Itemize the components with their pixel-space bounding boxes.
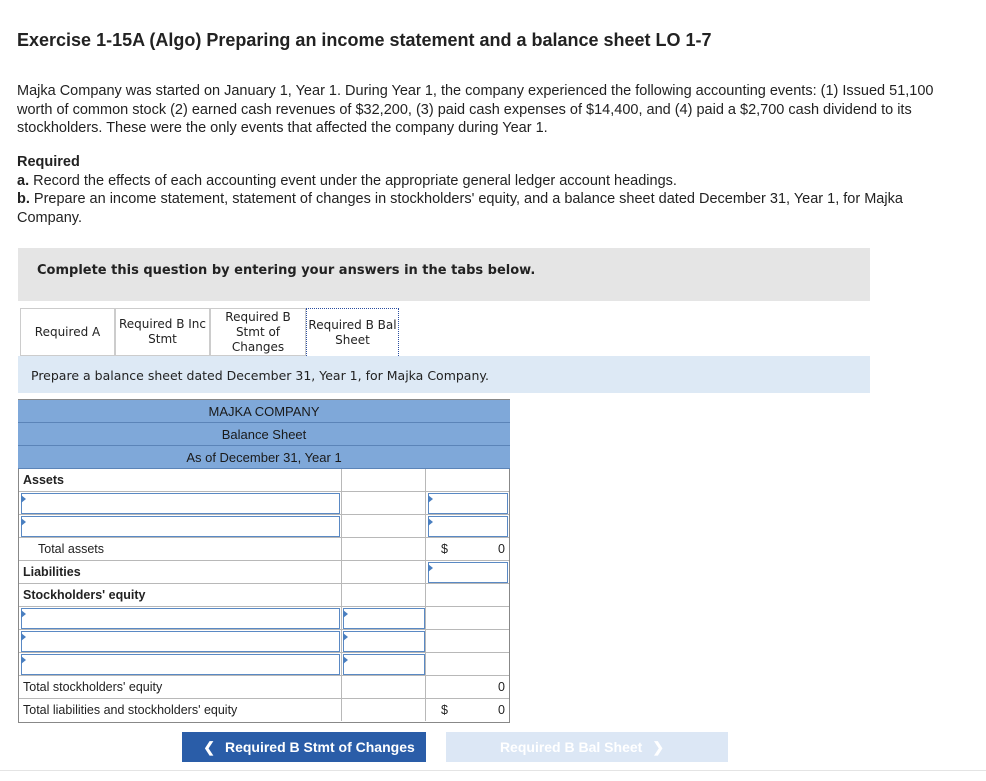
balance-sheet-table — [18, 399, 510, 723]
total-liab-equity-row — [19, 699, 509, 722]
instruction-text: Complete this question by entering your answers in the tabs below. — [37, 263, 536, 278]
asset-amount-input[interactable] — [428, 493, 508, 514]
liabilities-row — [19, 561, 509, 584]
page-title: Exercise 1-15A (Algo) Preparing an income statement and a balance sheet LO 1-7 — [17, 30, 712, 50]
tab-instruction-text: Prepare a balance sheet dated December 31, Year 1, for Majka Company. — [31, 368, 489, 383]
tab-required-a[interactable]: Required A — [20, 308, 115, 356]
company-name: MAJKA COMPANY — [18, 400, 510, 423]
liabilities-label: Liabilities — [23, 565, 81, 579]
asset-row — [19, 492, 509, 515]
tab-required-b-inc-stmt[interactable]: Required B Inc Stmt — [115, 308, 210, 356]
asset-row — [19, 515, 509, 538]
instruction-box — [18, 248, 870, 301]
equity-amount-input[interactable] — [343, 631, 425, 652]
required-b: b. Prepare an income statement, statement of changes in stockholders' equity, and a balance sheet dated December 31, Year 1, for Majka Company. — [17, 191, 903, 226]
asset-amount-input[interactable] — [428, 516, 508, 537]
total-assets-row — [19, 538, 509, 561]
required-heading: Required — [17, 154, 80, 170]
equity-amount-input[interactable] — [343, 608, 425, 629]
required-section — [17, 153, 967, 227]
next-tab-button[interactable]: Required B Bal Sheet ❯ — [446, 732, 728, 762]
total-assets-label: Total assets — [38, 542, 105, 556]
equity-row — [19, 630, 509, 653]
statement-name: Balance Sheet — [18, 423, 510, 446]
equity-label: Stockholders' equity — [23, 588, 146, 602]
assets-heading-row — [19, 469, 509, 492]
total-assets-value: 0 — [498, 542, 505, 556]
tab-required-b-stmt-of-changes[interactable]: Required B Stmt of Changes — [210, 308, 306, 356]
equity-account-input[interactable] — [21, 631, 340, 652]
chevron-left-icon: ❮ — [203, 738, 215, 755]
asset-account-input[interactable] — [21, 493, 340, 514]
total-equity-row — [19, 676, 509, 699]
tab-required-b-bal-sheet[interactable]: Required B Bal Sheet — [306, 308, 399, 356]
equity-account-input[interactable] — [21, 654, 340, 675]
total-assets-currency: $ — [441, 542, 448, 556]
asset-account-input[interactable] — [21, 516, 340, 537]
required-a: a. Record the effects of each accounting event under the appropriate general ledger account headings. — [17, 172, 677, 189]
total-equity-label: Total stockholders' equity — [23, 680, 163, 694]
total-liab-equity-currency: $ — [441, 703, 448, 717]
assets-label: Assets — [23, 473, 64, 487]
problem-intro: Majka Company was started on January 1, Year 1. During Year 1, the company experienced the following accounting events: (1) Issued 51,100 worth of common stock (2) earned cash revenues of $32,200, (3) paid cash expenses of $14,400, and (4) paid a $2,700 cash dividend to its stockholders. These were the only events that affected the company during Year 1. — [17, 83, 934, 136]
equity-row — [19, 607, 509, 630]
equity-heading-row — [19, 584, 509, 607]
equity-amount-input[interactable] — [343, 654, 425, 675]
total-liab-equity-label: Total liabilities and stockholders' equity — [23, 703, 238, 717]
chevron-right-icon: ❯ — [652, 738, 665, 755]
divider — [0, 770, 986, 771]
total-liab-equity-value: 0 — [498, 703, 505, 717]
statement-date: As of December 31, Year 1 — [18, 446, 510, 469]
equity-row — [19, 653, 509, 676]
equity-account-input[interactable] — [21, 608, 340, 629]
liabilities-amount-input[interactable] — [428, 562, 508, 583]
tab-instruction-bar — [18, 356, 870, 393]
total-equity-value: 0 — [498, 680, 505, 694]
prev-tab-button[interactable]: ❮ Required B Stmt of Changes — [182, 732, 426, 762]
